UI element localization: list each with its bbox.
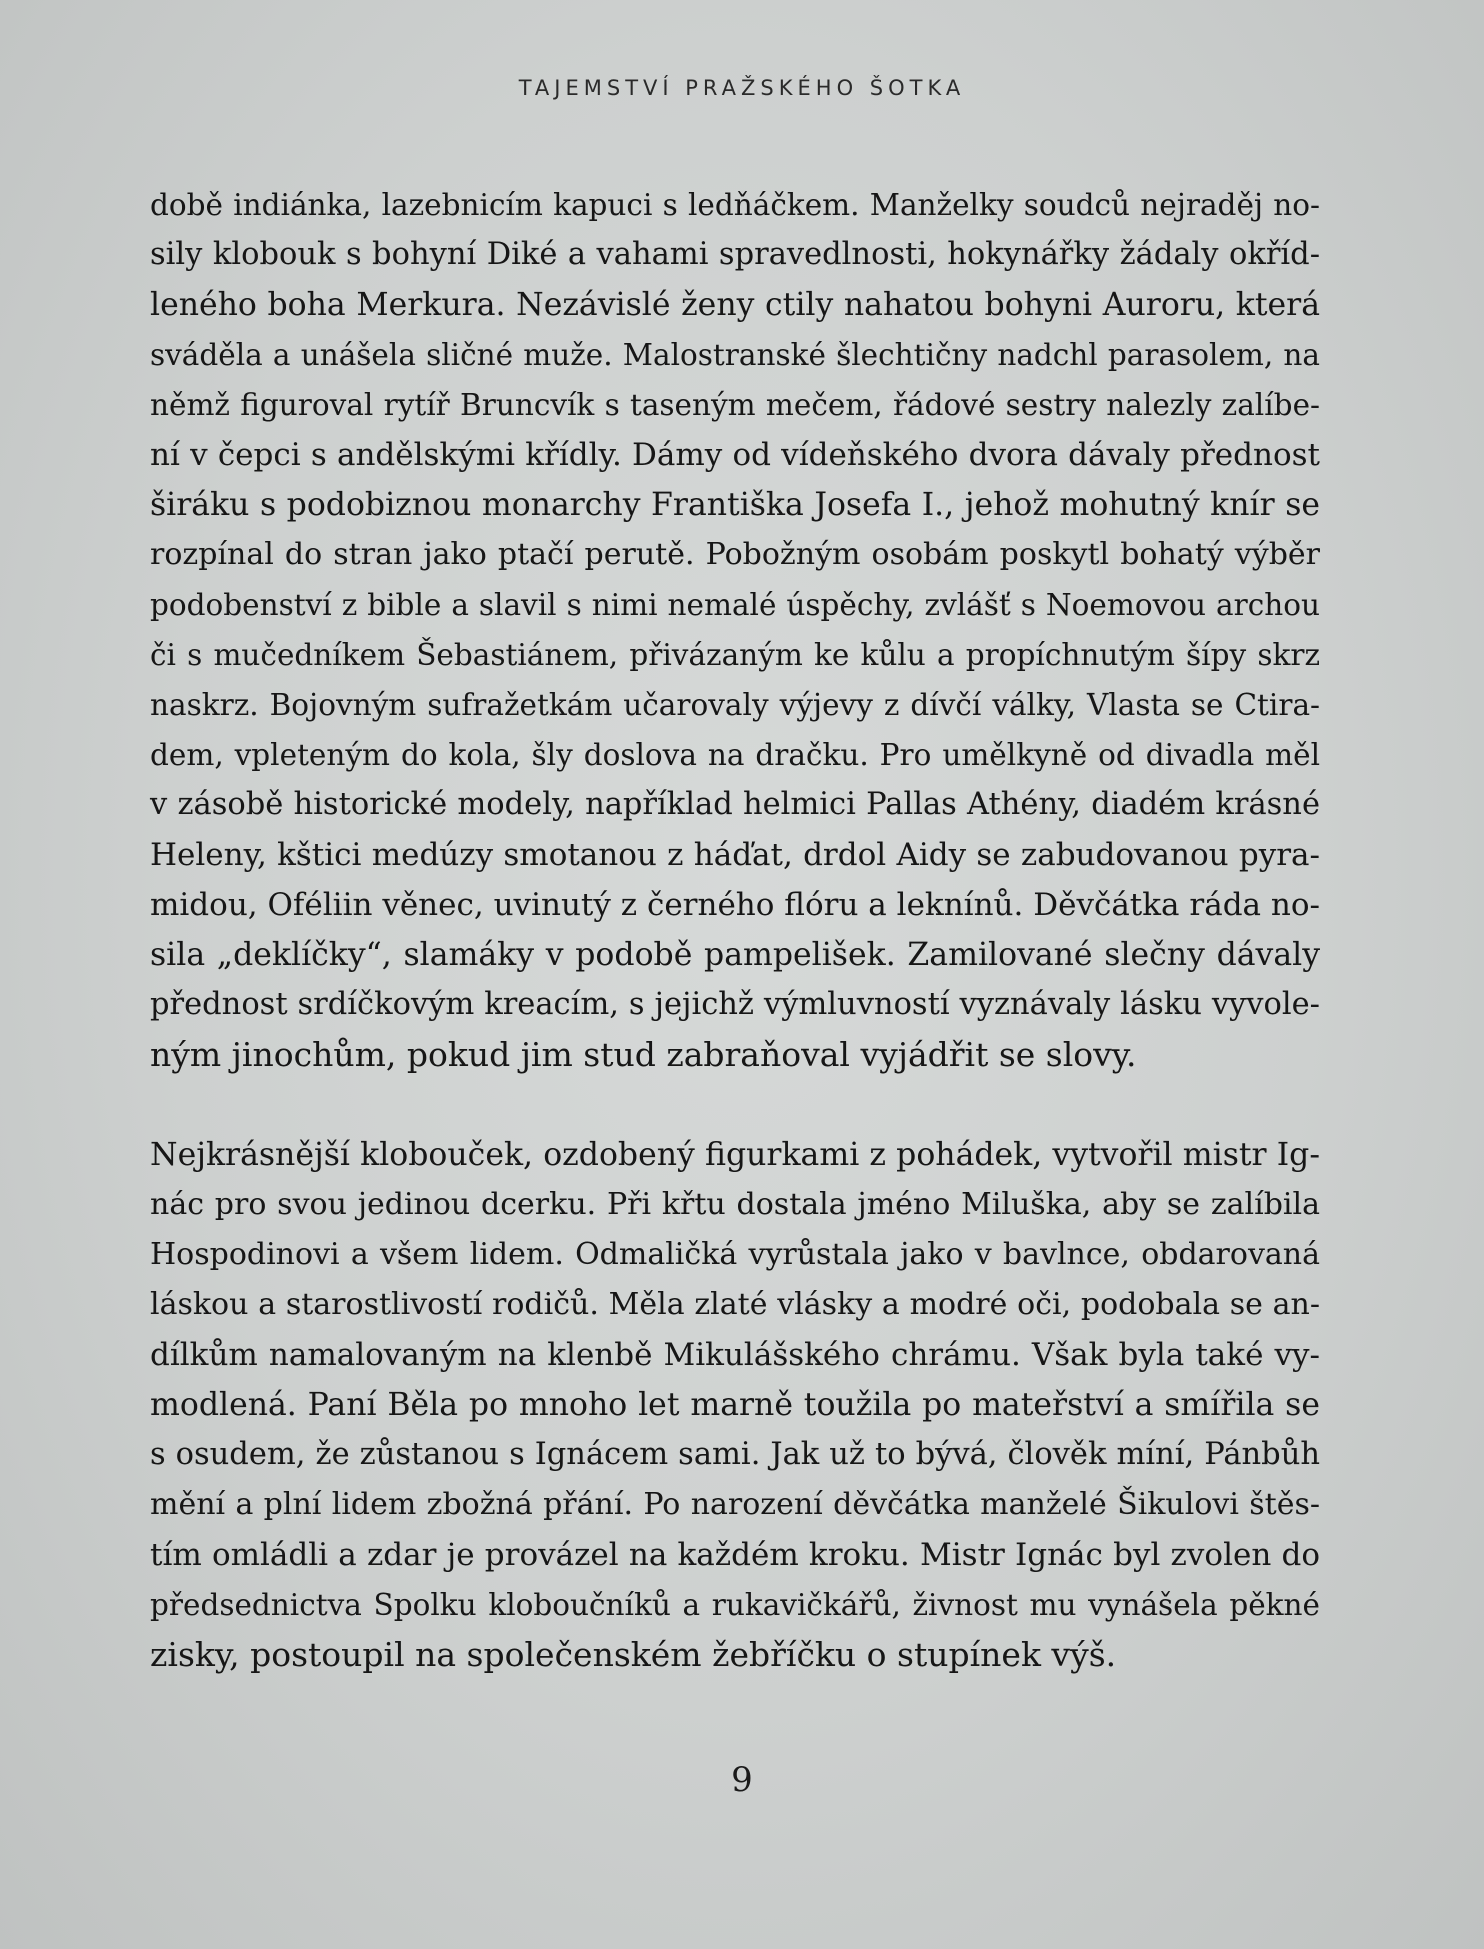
text-line: dílkům namalovaným na klenbě Mikulášského chrámu. Však byla také vy- — [150, 1337, 1320, 1373]
text-line: předsednictva Spolku kloboučníků a rukavičkářů, živnost mu vynášela pěkné — [150, 1588, 1320, 1622]
text-line: zisky, postoupil na společenském žebříčku o stupínek výš. — [150, 1635, 1117, 1674]
text-line: sváděla a unášela sličné muže. Malostranské šlechtičny nadchl parasolem, na — [150, 338, 1320, 372]
text-line: leného boha Merkura. Nezávislé ženy ctily nahatou bohyni Auroru, která — [150, 287, 1320, 323]
text-line: ní v čepci s andělskými křídly. Dámy od vídeňského dvora dávaly přednost — [150, 437, 1320, 473]
text-line: mění a plní lidem zbožná přání. Po narození děvčátka manželé Šikulovi štěs- — [150, 1487, 1320, 1522]
text-line: rozpínal do stran jako ptačí perutě. Pobožným osobám poskytl bohatý výběr — [150, 537, 1320, 572]
text-line: přednost srdíčkovým kreacím, s jejichž výmluvností vyznávaly lásku vyvole- — [150, 987, 1320, 1022]
text-line: modlená. Paní Běla po mnoho let marně toužila po mateřství a smířila se — [150, 1387, 1320, 1423]
paragraph-1 — [150, 180, 1320, 1080]
text-line: podobenství z bible a slavil s nimi nemalé úspěchy, zvlášť s Noemovou archou — [150, 588, 1320, 622]
text-line: či s mučedníkem Šebastiánem, přivázaným ke kůlu a propíchnutým šípy skrz — [150, 638, 1320, 672]
text-line: Hospodinovi a všem lidem. Odmaličká vyrůstala jako v bavlnce, obdarovaná — [150, 1237, 1320, 1272]
text-line: nác pro svou jedinou dcerku. Při křtu dostala jméno Miluška, aby se zalíbila — [150, 1187, 1320, 1222]
text-line: němž figuroval rytíř Bruncvík s taseným mečem, řádové sestry nalezly zalíbe- — [150, 388, 1320, 422]
text-line: naskrz. Bojovným sufražetkám učarovaly výjevy z dívčí války, Vlasta se Ctira- — [150, 688, 1320, 722]
paragraph-2 — [150, 1130, 1320, 1680]
text-line: tím omládli a zdar je provázel na každém kroku. Mistr Ignác byl zvolen do — [150, 1537, 1320, 1573]
text-line: sila „deklíčky“, slamáky v podobě pampelišek. Zamilované slečny dávaly — [150, 937, 1320, 973]
text-line: s osudem, že zůstanou s Ignácem sami. Jak už to bývá, člověk míní, Pánbůh — [150, 1437, 1320, 1472]
text-line: v zásobě historické modely, například helmici Pallas Athény, diadém krásné — [150, 787, 1320, 822]
text-line: sily klobouk s bohyní Diké a vahami spravedlnosti, hokynářky žádaly okříd- — [150, 237, 1320, 272]
text-line: Heleny, kštici medúzy smotanou z háďat, drdol Aidy se zabudovanou pyra- — [150, 837, 1320, 873]
text-line: Nejkrásnější klobouček, ozdobený figurkami z pohádek, vytvořil mistr Ig- — [150, 1137, 1320, 1173]
text-line: ným jinochům, pokud jim stud zabraňoval vyjádřit se slovy. — [150, 1035, 1137, 1074]
running-head: TAJEMSTVÍ PRAŽSKÉHO ŠOTKA — [518, 76, 966, 100]
text-line: láskou a starostlivostí rodičů. Měla zlaté vlásky a modré oči, podobala se an- — [150, 1287, 1320, 1322]
text-line: midou, Oféliin věnec, uvinutý z černého flóru a leknínů. Děvčátka ráda no- — [150, 887, 1320, 923]
text-line: dem, vpleteným do kola, šly doslova na dračku. Pro umělkyně od divadla měl — [150, 738, 1320, 772]
page-number: 9 — [731, 1760, 753, 1800]
text-line: době indiánka, lazebnicím kapuci s ledňáčkem. Manželky soudců nejraděj no- — [150, 188, 1320, 222]
text-line: širáku s podobiznou monarchy Františka Josefa I., jehož mohutný knír se — [150, 487, 1320, 523]
